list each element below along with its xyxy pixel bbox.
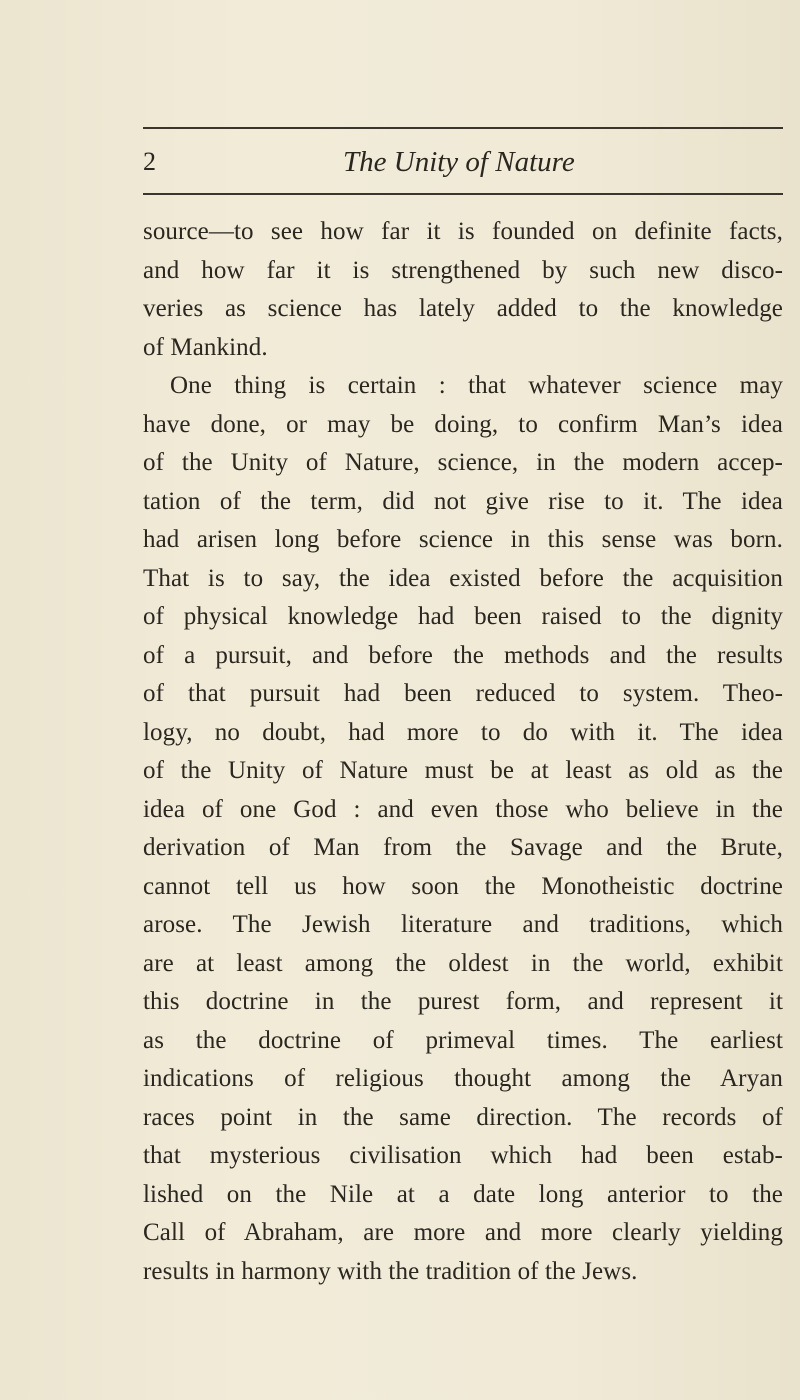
text-line: results in harmony with the tradition of the Jews. <box>143 1257 638 1285</box>
text-line: that mysterious civilisation which had been estab- <box>143 1142 783 1169</box>
text-line: Call of Abraham, are more and more clearly yielding <box>143 1219 783 1246</box>
body-text <box>143 213 783 1291</box>
text-line: as the doctrine of primeval times. The earliest <box>143 1026 783 1054</box>
page-number: 2 <box>143 147 156 176</box>
text-line: of physical knowledge had been raised to the dignity <box>143 603 783 630</box>
text-line: of Mankind. <box>143 333 268 361</box>
text-line: derivation of Man from the Savage and the Brute, <box>143 834 783 861</box>
text-line: are at least among the oldest in the world, exhibit <box>143 949 783 977</box>
header-top-rule <box>143 127 783 129</box>
text-line: this doctrine in the purest form, and represent it <box>143 988 783 1015</box>
text-line: of that pursuit had been reduced to system. Theo- <box>143 680 783 707</box>
text-line: idea of one God : and even those who believe in the <box>143 795 783 823</box>
text-line: have done, or may be doing, to confirm Man’s idea <box>143 410 783 438</box>
text-line: of the Unity of Nature, science, in the modern accep- <box>143 449 783 476</box>
text-line: and how far it is strengthened by such new disco- <box>143 256 783 284</box>
text-line: of a pursuit, and before the methods and the results <box>143 641 783 669</box>
text-line: indications of religious thought among the Aryan <box>143 1065 783 1092</box>
text-line: had arisen long before science in this sense was born. <box>143 526 783 553</box>
text-line: veries as science has lately added to the knowledge <box>143 295 783 322</box>
text-line: cannot tell us how soon the Monotheistic doctrine <box>143 872 783 900</box>
text-line: One thing is certain : that whatever science may <box>170 372 783 399</box>
text-line: logy, no doubt, had more to do with it. The idea <box>143 718 783 746</box>
page-header <box>143 138 783 186</box>
running-title: The Unity of Nature <box>343 146 575 178</box>
header-bottom-rule <box>143 193 783 195</box>
text-line: tation of the term, did not give rise to it. The idea <box>143 487 783 515</box>
text-line: of the Unity of Nature must be at least as old as the <box>143 757 783 784</box>
text-line: source—to see how far it is founded on definite facts, <box>143 218 783 245</box>
text-line: arose. The Jewish literature and traditions, which <box>143 911 783 938</box>
text-line: That is to say, the idea existed before the acquisition <box>143 564 783 592</box>
text-line: races point in the same direction. The records of <box>143 1103 783 1131</box>
text-line: lished on the Nile at a date long anterior to the <box>143 1180 783 1208</box>
